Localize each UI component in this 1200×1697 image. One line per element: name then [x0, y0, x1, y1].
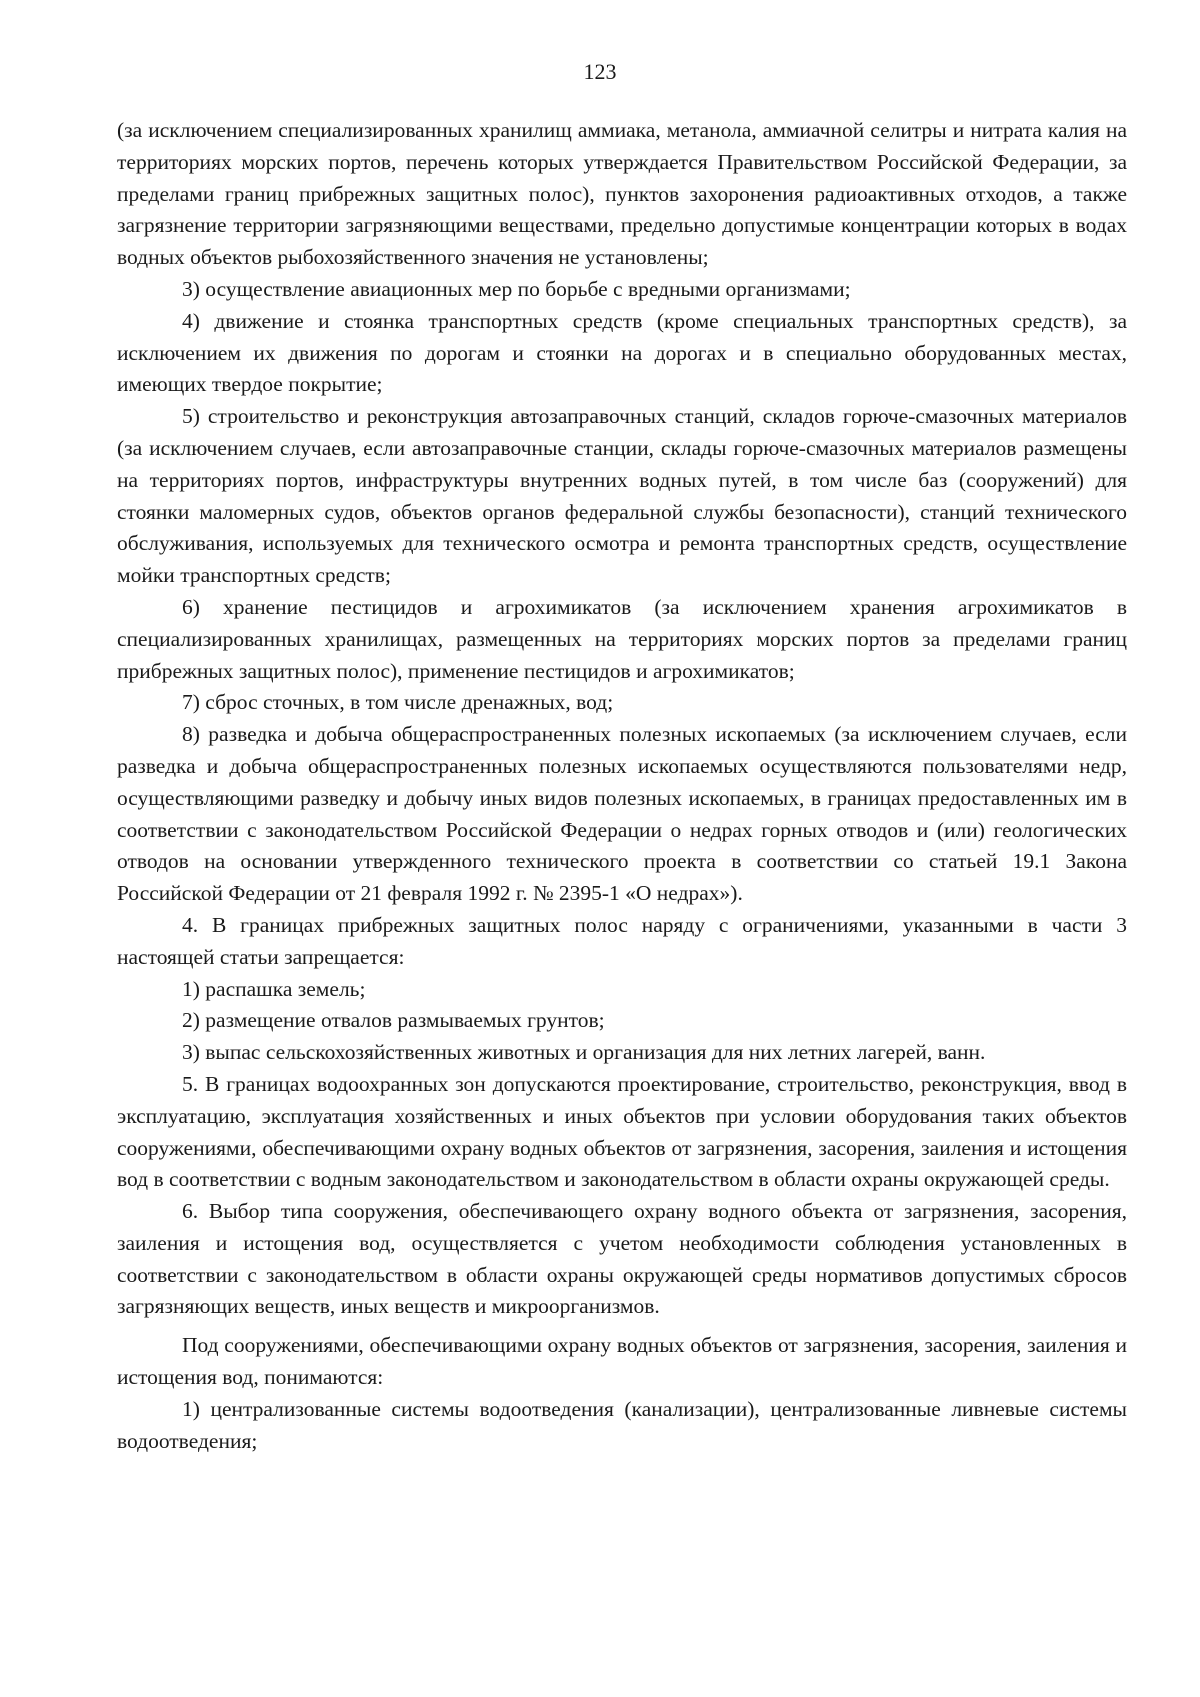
- paragraph-continuation: (за исключением специализированных хранилищ аммиака, метанола, аммиачной селитры и нитрата калия на территориях морских портов, перечень которых утверждается Правительством Российской Федерации, за пределами границ прибрежных защитных полос), пунктов захоронения радиоактивных отходов, а также загрязнение территории загрязняющими веществами, предельно допустимые концентрации которых в водах водных объектов рыбохозяйственного значения не установлены;: [117, 118, 1127, 270]
- paragraph-part-6: 6. Выбор типа сооружения, обеспечивающего охрану водного объекта от загрязнения, засорения, заиления и истощения вод, осуществляется с учетом необходимости соблюдения установленных в соответствии с законодательством в области охраны окружающей среды нормативов допустимых сбросов загрязняющих веществ, иных веществ и микроорганизмов.: [117, 1199, 1127, 1319]
- page-number: 123: [583, 59, 617, 84]
- paragraph-structures-definition: Под сооружениями, обеспечивающими охрану водных объектов от загрязнения, засорения, заиления и истощения вод, понимаются:: [117, 1333, 1127, 1390]
- paragraph-item-3: 3) осуществление авиационных мер по борьбе с вредными организмами;: [182, 276, 851, 301]
- paragraph-item-6: 6) хранение пестицидов и агрохимикатов (за исключением хранения агрохимикатов в специализированных хранилищах, размещенных на территориях морских портов за пределами границ прибрежных защитных полос), применение пестицидов и агрохимикатов;: [117, 594, 1127, 683]
- paragraph-item-5: 5) строительство и реконструкция автозаправочных станций, складов горюче-смазочных материалов (за исключением случаев, если автозаправочные станции, склады горюче-смазочных материалов размещены на территориях портов, инфраструктуры внутренних водных путей, в том числе баз (сооружений) для стоянки маломерных судов, объектов органов федеральной службы безопасности), станций технического обслуживания, используемых для технического осмотра и ремонта транспортных средств, осуществление мойки транспортных средств;: [117, 404, 1127, 588]
- paragraph-part-4-item-2: 2) размещение отвалов размываемых грунтов;: [182, 1008, 605, 1033]
- paragraph-part-4-item-3: 3) выпас сельскохозяйственных животных и организация для них летних лагерей, ванн.: [182, 1040, 986, 1065]
- paragraph-part-4-item-1: 1) распашка земель;: [182, 976, 366, 1001]
- paragraph-structures-item-1: 1) централизованные системы водоотведения (канализации), централизованные ливневые системы водоотведения;: [117, 1396, 1127, 1453]
- document-body: [117, 115, 1127, 1457]
- paragraph-item-4: 4) движение и стоянка транспортных средств (кроме специальных транспортных средств), за исключением их движения по дорогам и стоянки на дорогах и в специально оборудованных местах, имеющих твердое покрытие;: [117, 308, 1127, 397]
- paragraph-part-4: 4. В границах прибрежных защитных полос наряду с ограничениями, указанными в части 3 настоящей статьи запрещается:: [117, 912, 1127, 969]
- paragraph-item-8: 8) разведка и добыча общераспространенных полезных ископаемых (за исключением случаев, если разведка и добыча общераспространенных полезных ископаемых осуществляются пользователями недр, осуществляющими разведку и добычу иных видов полезных ископаемых, в границах предоставленных им в соответствии с законодательством Российской Федерации о недрах горных отводов и (или) геологических отводов на основании утвержденного технического проекта в соответствии со статьей 19.1 Закона Российской Федерации от 21 февраля 1992 г. № 2395-1 «О недрах»).: [117, 722, 1127, 906]
- paragraph-part-5: 5. В границах водоохранных зон допускаются проектирование, строительство, реконструкция, ввод в эксплуатацию, эксплуатация хозяйственных и иных объектов при условии оборудования таких объектов сооружениями, обеспечивающими охрану водных объектов от загрязнения, засорения, заиления и истощения вод в соответствии с водным законодательством и законодательством в области охраны окружающей среды.: [117, 1071, 1127, 1192]
- paragraph-item-7: 7) сброс сточных, в том числе дренажных, вод;: [182, 690, 614, 715]
